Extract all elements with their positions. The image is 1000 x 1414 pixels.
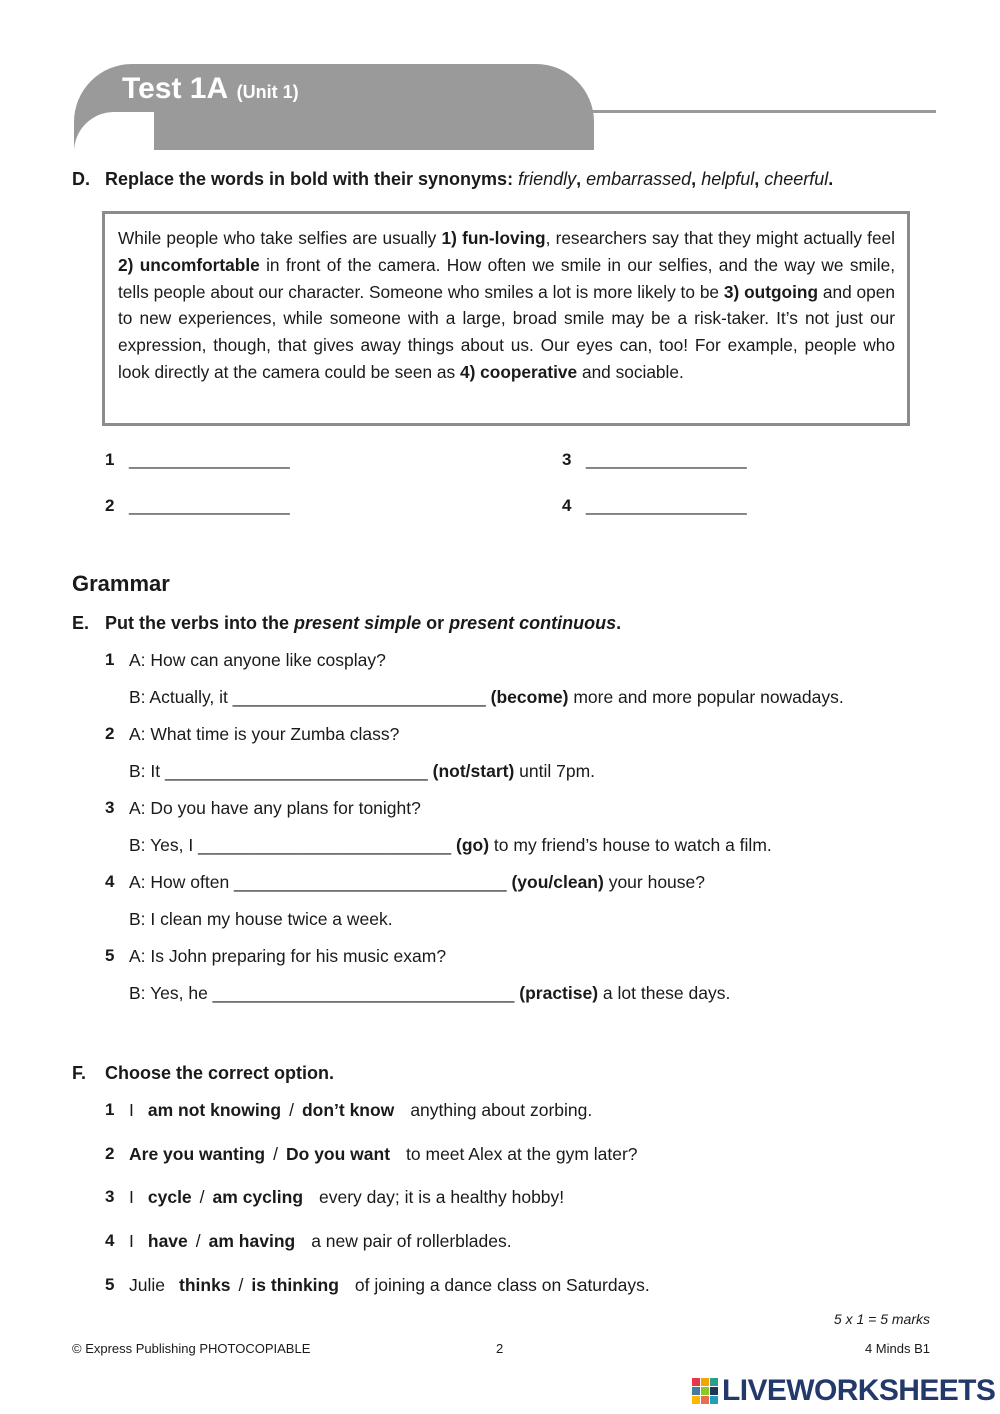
section-e-heading: E. Put the verbs into the present simple or present continuous. <box>72 613 622 633</box>
section-e-intro: Put the verbs into the <box>105 613 290 633</box>
option-sentence <box>129 1231 512 1252</box>
passage-text: While people who take selfies are usually <box>118 228 442 248</box>
passage-bold: 3) outgoing <box>723 281 819 302</box>
dialogue-text: A: Is John preparing for his music exam? <box>129 946 447 966</box>
dialogue-text: A: How often ____________________________ <box>129 872 512 892</box>
passage-bold: 2) uncomfortable <box>118 254 260 275</box>
answer-4[interactable] <box>562 496 747 516</box>
option-choice[interactable]: have <box>147 1231 188 1251</box>
passage-text: , researchers say that they might actually feel <box>545 228 896 248</box>
item-number: 4 <box>105 1231 115 1250</box>
answer-blank[interactable]: _________________ <box>586 496 747 515</box>
test-title <box>122 72 299 106</box>
dialogue-bold: (practise) <box>519 983 599 1003</box>
answer-blank[interactable]: _________________ <box>129 496 290 515</box>
grammar-heading: Grammar <box>72 571 170 596</box>
logo-square <box>710 1387 718 1395</box>
option-separator: / <box>199 1187 205 1207</box>
item-number: 1 <box>105 650 115 669</box>
item-number: 5 <box>105 946 115 965</box>
section-f-letter: F. <box>72 1063 87 1083</box>
option-choice[interactable]: cycle <box>147 1187 192 1207</box>
sentence-start: I <box>129 1100 134 1120</box>
dialogue-bold: (go) <box>456 835 490 855</box>
option-choice[interactable]: is thinking <box>251 1275 339 1295</box>
liveworksheets-logo-icon <box>692 1378 718 1404</box>
sentence-end: of joining a dance class on Saturdays. <box>354 1275 650 1295</box>
passage-bold: 1) fun-loving <box>441 228 546 248</box>
option-choice[interactable]: am having <box>208 1231 296 1251</box>
section-d-letter: D. <box>72 169 90 189</box>
footer-copyright: © Express Publishing PHOTOCOPIABLE <box>72 1341 311 1356</box>
option-choice[interactable]: am not knowing <box>147 1100 282 1120</box>
dialogue-line <box>129 983 730 1004</box>
dialogue-line <box>129 650 386 671</box>
sentence-end: anything about zorbing. <box>410 1100 593 1120</box>
option-separator: / <box>238 1275 244 1295</box>
option-separator: / <box>195 1231 201 1251</box>
tense-present-continuous: present continuous <box>449 613 617 633</box>
answer-blank[interactable]: _________________ <box>129 450 290 469</box>
dialogue-line <box>129 835 772 856</box>
synonym-2: embarrassed <box>586 169 692 189</box>
sentence-start: I <box>129 1187 134 1207</box>
dialogue-text: A: Do you have any plans for tonight? <box>129 798 421 818</box>
item-number: 2 <box>105 1144 115 1163</box>
logo-square <box>710 1378 718 1386</box>
dialogue-text: more and more popular nowadays. <box>568 687 844 707</box>
dialogue-bold: (not/start) <box>432 761 515 781</box>
dialogue-text: A: What time is your Zumba class? <box>129 724 400 744</box>
footer-book: 4 Minds B1 <box>864 1341 930 1356</box>
dialogue-bold: (become) <box>490 687 569 707</box>
item-number: 3 <box>105 798 115 817</box>
synonym-3: helpful <box>701 169 755 189</box>
option-choice[interactable]: thinks <box>179 1275 231 1295</box>
dialogue-line <box>129 872 705 893</box>
dialogue-line <box>129 909 393 930</box>
item-number: 3 <box>105 1187 115 1206</box>
sentence-end: to meet Alex at the gym later? <box>406 1144 638 1164</box>
passage-text: and sociable. <box>577 361 684 382</box>
sentence-start: I <box>129 1231 134 1251</box>
answer-number: 1 <box>105 450 115 469</box>
answer-2[interactable] <box>105 496 290 516</box>
passage-text: in front of the camera. How often we smile in our selfies, and the way we smile, tells people about our character. Someone who smiles a lot is more likely to be <box>118 254 895 302</box>
dialogue-line <box>129 724 399 745</box>
footer-page-number: 2 <box>496 1341 504 1356</box>
option-sentence <box>129 1100 592 1121</box>
item-number: 2 <box>105 724 115 743</box>
logo-square <box>701 1378 709 1386</box>
dialogue-line <box>129 687 844 708</box>
sentence-end: a new pair of rollerblades. <box>311 1231 512 1251</box>
section-f-instruction: Choose the correct option. <box>105 1063 335 1083</box>
option-choice[interactable]: Do you want <box>286 1144 391 1164</box>
answer-3[interactable] <box>562 450 747 470</box>
dialogue-text: B: Yes, he _______________________________ <box>129 983 520 1003</box>
section-e-letter: E. <box>72 613 90 633</box>
logo-square <box>692 1396 700 1404</box>
liveworksheets-logo <box>692 1374 995 1408</box>
reading-passage <box>118 225 895 386</box>
answer-number: 4 <box>562 496 572 515</box>
logo-square <box>692 1387 700 1395</box>
item-number: 4 <box>105 872 115 891</box>
header-rule <box>590 110 936 113</box>
dialogue-text: B: Actually, it __________________________ <box>129 687 491 707</box>
liveworksheets-logo-text: LIVEWORKSHEETS <box>722 1374 996 1407</box>
dialogue-text: until 7pm. <box>514 761 596 781</box>
dialogue-text: A: How can anyone like cosplay? <box>129 650 386 670</box>
dialogue-line <box>129 761 595 782</box>
item-number: 1 <box>105 1100 115 1119</box>
option-choice[interactable]: am cycling <box>212 1187 304 1207</box>
option-separator: / <box>289 1100 294 1120</box>
dialogue-text: B: It ___________________________ <box>129 761 433 781</box>
section-e-or: or <box>426 613 445 633</box>
answer-blank[interactable]: _________________ <box>586 450 747 469</box>
section-f-heading <box>72 1063 334 1084</box>
dialogue-text: to my friend’s house to watch a film. <box>489 835 772 855</box>
reading-passage-box <box>102 211 910 426</box>
sentence-end: every day; it is a healthy hobby! <box>319 1187 565 1207</box>
synonym-4: cheerful <box>764 169 829 189</box>
synonym-1: friendly <box>518 169 577 189</box>
dialogue-line <box>129 798 421 819</box>
answer-number: 2 <box>105 496 115 515</box>
section-d-instruction: Replace the words in bold with their synonyms: <box>105 169 514 189</box>
dialogue-bold: (you/clean) <box>511 872 604 892</box>
option-sentence <box>129 1144 638 1165</box>
option-choice[interactable]: Are you wanting <box>129 1144 266 1164</box>
item-number: 5 <box>105 1275 115 1294</box>
passage-bold: 4) cooperative <box>459 361 578 382</box>
passage-text: and open to new experiences, while someone with a large, broad smile may be a risk-taker. It’s not just our expression, though, that gives away things about us. Our eyes can, too! For example, people who look directly at the camera could be seen as <box>118 281 895 382</box>
tense-present-simple: present simple <box>294 613 422 633</box>
test-title-main: Test 1A <box>122 72 229 105</box>
answer-number: 3 <box>562 450 572 469</box>
dialogue-text: B: Yes, I __________________________ <box>129 835 456 855</box>
logo-square <box>701 1396 709 1404</box>
answer-1[interactable] <box>105 450 290 470</box>
logo-square <box>701 1387 709 1395</box>
dialogue-text: a lot these days. <box>598 983 731 1003</box>
option-sentence <box>129 1275 650 1296</box>
section-d-heading: D. Replace the words in bold with their synonyms: friendly, embarrassed, helpful, cheerful. <box>72 169 834 189</box>
option-choice[interactable]: don’t know <box>301 1100 395 1120</box>
option-sentence <box>129 1187 564 1208</box>
sentence-start: Julie <box>129 1275 165 1295</box>
dialogue-text: your house? <box>603 872 706 892</box>
test-title-unit: (Unit 1) <box>236 82 299 102</box>
marks-note: 5 x 1 = 5 marks <box>833 1311 930 1327</box>
logo-square <box>710 1396 718 1404</box>
dialogue-line <box>129 946 446 967</box>
option-separator: / <box>273 1144 278 1164</box>
logo-square <box>692 1378 700 1386</box>
dialogue-text: B: I clean my house twice a week. <box>129 909 393 929</box>
